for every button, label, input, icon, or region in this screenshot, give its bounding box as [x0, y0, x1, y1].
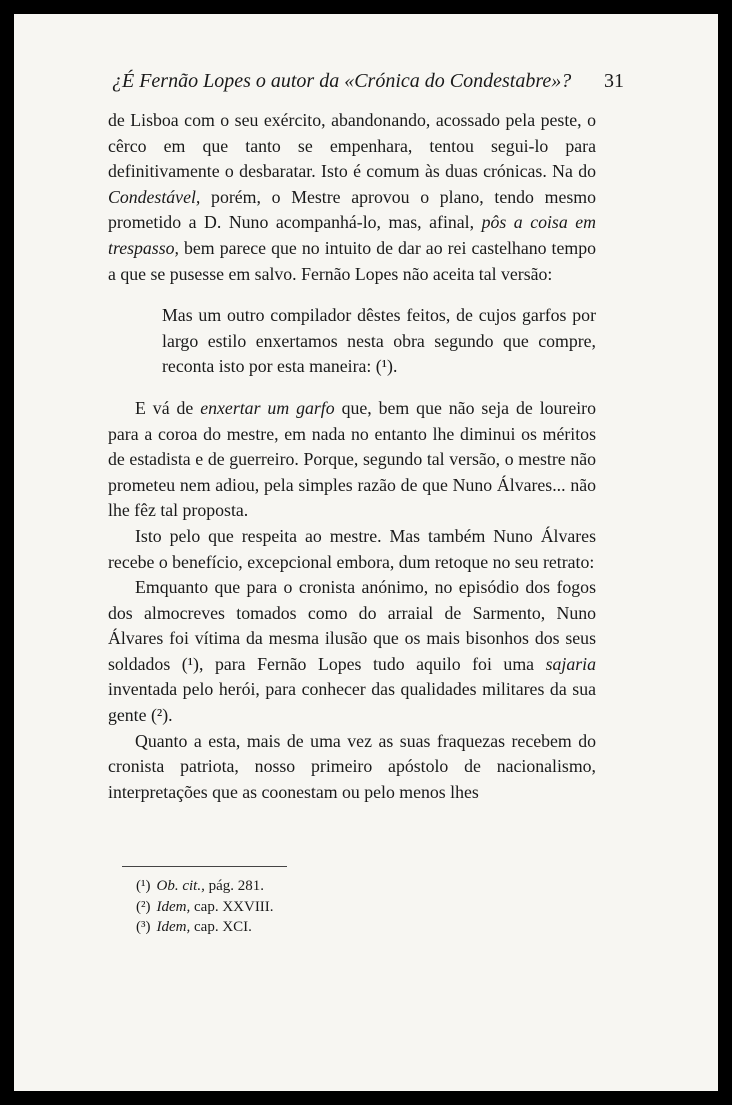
footnote-text: cap. XXVIII.: [190, 898, 274, 915]
book-page: [14, 14, 718, 1091]
paragraph-3: Isto pelo que respeita ao mestre. Mas também Nuno Álvares recebe o benefício, excepcional embora, dum retoque no seu retrato:: [108, 525, 596, 572]
paragraph-2: [108, 396, 596, 524]
p1-text-c: porém, o Mestre aprovou o plano, tendo mesmo prometido a D. Nuno acompanhá-lo, mas, afinal,: [108, 186, 596, 233]
block-quote: Mas um outro compilador dêstes feitos, de cujos garfos por largo estilo enxertamos nesta obra segundo que compre, reconta isto por esta maneira: (¹).: [162, 305, 596, 377]
p2-emphasis-garfo: enxertar um garfo: [200, 397, 335, 418]
p4-text-a: Emquanto que para o cronista anónimo, no episódio dos fogos dos almocreves tomados como do arraial de Sarmento, Nuno Álvares foi vítima da mesma ilusão que os mais bisonhos dos seus soldados (¹), para Fernão Lopes tudo aquilo foi uma: [108, 577, 596, 674]
paragraph-4: [108, 575, 596, 729]
footnotes: [136, 876, 274, 938]
footnote-ref: Idem,: [156, 919, 191, 935]
p4-text-c: inventada pelo herói, para conhecer das qualidades militares da sua gente (²).: [108, 679, 596, 726]
p1-emphasis-condestavel: Condestável,: [108, 186, 201, 207]
footnote-text: pág. 281.: [204, 878, 264, 894]
footnote: [136, 897, 274, 918]
footnote-ref: Idem,: [156, 898, 191, 915]
running-header: [112, 70, 624, 93]
page-number: 31: [604, 70, 624, 92]
footnote: [136, 876, 274, 897]
footnote-divider: [122, 866, 287, 867]
body-text: [108, 108, 596, 805]
footnote-number: (³): [136, 919, 151, 935]
p1-text-a: de Lisboa com o seu exército, abandonando, acossado pela peste, o cêrco em que tanto se empenhara, tentou segui-lo para definitivamente o desbaratar. Isto é comum às duas crónicas. Na do: [108, 110, 596, 182]
p4-emphasis-sajaria: sajaria: [545, 653, 596, 674]
p2-text-c: que, bem que não seja de loureiro para a coroa do mestre, em nada no entanto lhe diminui os méritos de estadista e de guerreiro. Porque, segundo tal versão, o mestre não prometeu nem adiou, pela simples razão de que Nuno Álvares... não lhe fêz tal proposta.: [108, 397, 596, 521]
p2-text-a: E vá de: [135, 397, 201, 418]
footnote-number: (¹): [136, 878, 151, 894]
footnote-number: (²): [136, 898, 151, 915]
running-title: ¿É Fernão Lopes o autor da «Crónica do Condestabre»?: [112, 70, 572, 92]
footnote-text: cap. XCI.: [190, 919, 252, 935]
paragraph-5: Quanto a esta, mais de uma vez as suas fraquezas recebem do cronista patriota, nosso primeiro apóstolo de nacionalismo, interpretações que as coonestam ou pelo menos lhes: [108, 730, 596, 802]
p1-emphasis-trespasso: pôs a coisa em trespasso,: [108, 212, 596, 258]
p1-text-e: bem parece que no intuito de dar ao rei castelhano tempo a que se pusesse em salvo. Fernão Lopes não aceita tal versão:: [108, 237, 596, 284]
footnote-ref: Ob. cit.,: [156, 878, 205, 894]
paragraph-1: [108, 108, 596, 287]
footnote: [136, 917, 274, 938]
